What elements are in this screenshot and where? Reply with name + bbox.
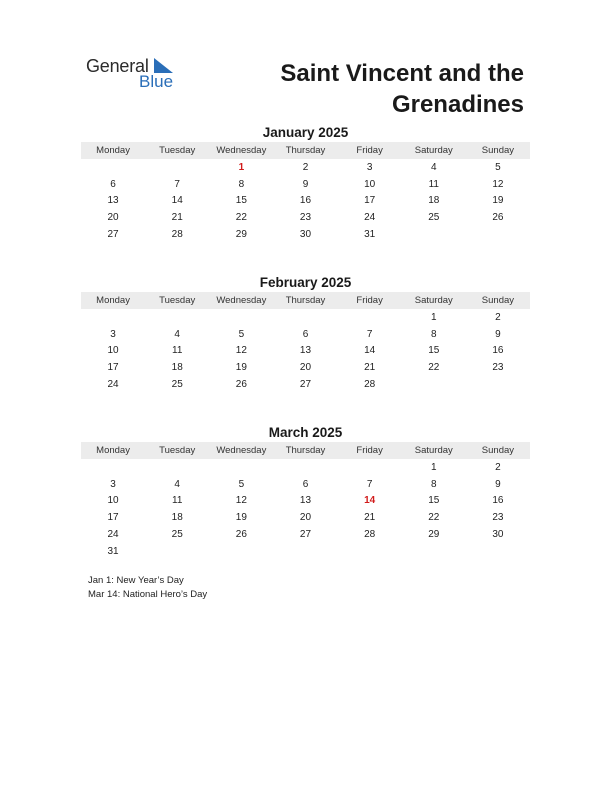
- day-cell: 19: [235, 512, 247, 524]
- day-cell: 13: [299, 495, 312, 507]
- day-cell: 4: [430, 161, 437, 173]
- day-cell: 21: [364, 512, 376, 524]
- day-cell: 8: [430, 328, 437, 340]
- day-cell: 5: [238, 328, 245, 340]
- month-title: February 2025: [259, 275, 352, 290]
- holiday-day-cell: 1: [238, 161, 245, 173]
- day-cell: 20: [299, 512, 312, 524]
- weekday-header: Tuesday: [145, 442, 209, 459]
- day-cell: 1: [430, 461, 437, 473]
- day-cell: 6: [110, 178, 116, 190]
- weekday-header-row: [81, 292, 530, 309]
- day-cell: [338, 543, 402, 560]
- day-cell: 24: [107, 379, 119, 391]
- week-row: [81, 376, 530, 393]
- weekday-header-row: [81, 142, 530, 159]
- day-cell: 9: [495, 328, 501, 340]
- week-row: [81, 343, 530, 360]
- day-cell: 25: [171, 529, 183, 541]
- page-title-line2: Grenadines: [391, 91, 524, 118]
- day-cell: 2: [495, 311, 501, 323]
- weekday-header: Sunday: [466, 292, 530, 309]
- day-cell: 2: [495, 461, 501, 473]
- weekday-header: Monday: [81, 292, 145, 309]
- day-cell: 5: [495, 161, 501, 173]
- day-cell: 3: [110, 328, 116, 340]
- day-cell: 23: [492, 512, 504, 524]
- day-cell: 27: [299, 379, 312, 391]
- day-cell: 29: [235, 229, 247, 241]
- weekday-header: Sunday: [466, 142, 530, 159]
- day-cell: 14: [171, 195, 183, 207]
- day-cell: 21: [171, 212, 183, 224]
- weekday-header: Friday: [338, 442, 402, 459]
- day-cell: 11: [428, 178, 439, 190]
- day-cell: [81, 309, 145, 326]
- day-cell: 9: [495, 478, 501, 490]
- month-calendar-table: [81, 292, 530, 393]
- weekday-header-row: [81, 442, 530, 459]
- day-cell: 20: [107, 212, 119, 224]
- day-cell: [209, 309, 273, 326]
- day-cell: [466, 376, 530, 393]
- day-cell: [81, 459, 145, 476]
- day-cell: 26: [492, 212, 504, 224]
- weekday-header: Monday: [81, 442, 145, 459]
- day-cell: [209, 543, 273, 560]
- day-cell: [402, 543, 466, 560]
- weekday-header: Saturday: [402, 442, 466, 459]
- day-cell: 28: [171, 229, 183, 241]
- day-cell: 13: [107, 195, 119, 207]
- day-cell: 17: [107, 512, 119, 524]
- day-cell: 12: [235, 495, 247, 507]
- holiday-day-cell: 14: [364, 495, 376, 507]
- day-cell: 10: [107, 345, 119, 357]
- day-cell: [273, 543, 337, 560]
- week-row: [81, 226, 530, 243]
- day-cell: 26: [235, 379, 247, 391]
- day-cell: 17: [107, 362, 119, 374]
- day-cell: 4: [174, 478, 180, 490]
- day-cell: 31: [364, 229, 376, 241]
- day-cell: 5: [238, 478, 245, 490]
- day-cell: 22: [428, 512, 440, 524]
- day-cell: 18: [171, 512, 183, 524]
- day-cell: 22: [428, 362, 440, 374]
- day-cell: 30: [299, 229, 312, 241]
- day-cell: 28: [364, 529, 376, 541]
- day-cell: 7: [174, 178, 180, 190]
- week-row: [81, 459, 530, 476]
- day-cell: 16: [492, 495, 504, 507]
- weekday-header: Saturday: [402, 142, 466, 159]
- week-row: [81, 176, 530, 193]
- day-cell: 12: [492, 178, 504, 190]
- day-cell: 13: [299, 345, 312, 357]
- day-cell: 7: [366, 328, 373, 340]
- day-cell: 11: [172, 345, 183, 357]
- weekday-header: Thursday: [273, 442, 337, 459]
- day-cell: 2: [302, 161, 309, 173]
- day-cell: 30: [492, 529, 504, 541]
- logo-word-general: General: [86, 56, 149, 76]
- holiday-notes: [88, 574, 207, 602]
- weekday-header: Saturday: [402, 292, 466, 309]
- day-cell: [466, 543, 530, 560]
- day-cell: 31: [107, 545, 119, 557]
- weekday-header: Monday: [81, 142, 145, 159]
- day-cell: 15: [428, 495, 440, 507]
- weekday-header: Tuesday: [145, 142, 209, 159]
- day-cell: [338, 459, 402, 476]
- day-cell: 10: [107, 495, 119, 507]
- day-cell: 23: [492, 362, 504, 374]
- day-cell: [145, 459, 209, 476]
- month-title: March 2025: [268, 425, 343, 440]
- month-block-january: [81, 124, 530, 243]
- week-row: [81, 159, 530, 176]
- week-row: [81, 543, 530, 560]
- day-cell: 8: [238, 178, 245, 190]
- day-cell: 15: [428, 345, 440, 357]
- weekday-header: Wednesday: [209, 292, 273, 309]
- day-cell: 25: [171, 379, 183, 391]
- weekday-header: Sunday: [466, 442, 530, 459]
- month-calendar-table: [81, 442, 530, 560]
- day-cell: 19: [492, 195, 504, 207]
- holiday-note: Mar 14: National Hero’s Day: [88, 589, 208, 600]
- weekday-header: Wednesday: [209, 442, 273, 459]
- day-cell: 27: [107, 229, 119, 241]
- day-cell: 1: [430, 311, 437, 323]
- day-cell: 7: [366, 478, 373, 490]
- day-cell: 27: [299, 529, 312, 541]
- week-row: [81, 309, 530, 326]
- day-cell: 19: [235, 362, 247, 374]
- week-row: [81, 493, 530, 510]
- logo-word-blue: Blue: [139, 72, 174, 91]
- day-cell: [145, 159, 209, 176]
- month-block-march: [81, 424, 530, 560]
- generalblue-logo: [86, 56, 186, 92]
- day-cell: 6: [302, 478, 309, 490]
- day-cell: 4: [174, 328, 180, 340]
- day-cell: [273, 309, 337, 326]
- month-calendar-table: [81, 142, 530, 243]
- day-cell: [273, 459, 337, 476]
- day-cell: [466, 226, 530, 243]
- week-row: [81, 193, 530, 210]
- week-row: [81, 509, 530, 526]
- day-cell: [402, 376, 466, 393]
- page-title-line1: Saint Vincent and the: [280, 60, 524, 87]
- weekday-header: Thursday: [273, 142, 337, 159]
- weekday-header: Wednesday: [209, 142, 273, 159]
- day-cell: 28: [364, 379, 376, 391]
- day-cell: 21: [364, 362, 376, 374]
- weekday-header: Friday: [338, 292, 402, 309]
- day-cell: [145, 543, 209, 560]
- day-cell: 17: [364, 195, 376, 207]
- day-cell: 24: [107, 529, 119, 541]
- page-title: [224, 58, 524, 120]
- week-row: [81, 209, 530, 226]
- day-cell: [81, 159, 145, 176]
- day-cell: 8: [430, 478, 437, 490]
- day-cell: 3: [110, 478, 116, 490]
- day-cell: 18: [171, 362, 183, 374]
- day-cell: 11: [172, 495, 183, 507]
- day-cell: 6: [302, 328, 309, 340]
- day-cell: 3: [366, 161, 373, 173]
- day-cell: 12: [235, 345, 247, 357]
- day-cell: [209, 459, 273, 476]
- day-cell: [402, 226, 466, 243]
- day-cell: 20: [299, 362, 312, 374]
- day-cell: 25: [428, 212, 440, 224]
- weekday-header: Friday: [338, 142, 402, 159]
- month-title: January 2025: [262, 125, 349, 140]
- week-row: [81, 359, 530, 376]
- week-row: [81, 326, 530, 343]
- day-cell: 29: [428, 529, 440, 541]
- holiday-note: Jan 1: New Year’s Day: [88, 575, 184, 586]
- week-row: [81, 476, 530, 493]
- day-cell: 10: [364, 178, 376, 190]
- weekday-header: Thursday: [273, 292, 337, 309]
- weekday-header: Tuesday: [145, 292, 209, 309]
- day-cell: 22: [235, 212, 247, 224]
- day-cell: 24: [364, 212, 376, 224]
- week-row: [81, 526, 530, 543]
- day-cell: 23: [299, 212, 312, 224]
- day-cell: 18: [428, 195, 440, 207]
- day-cell: 15: [235, 195, 247, 207]
- day-cell: [338, 309, 402, 326]
- day-cell: 9: [302, 178, 309, 190]
- day-cell: [145, 309, 209, 326]
- month-block-february: [81, 274, 530, 393]
- day-cell: 26: [235, 529, 247, 541]
- day-cell: 16: [492, 345, 504, 357]
- day-cell: 14: [364, 345, 376, 357]
- day-cell: 16: [299, 195, 312, 207]
